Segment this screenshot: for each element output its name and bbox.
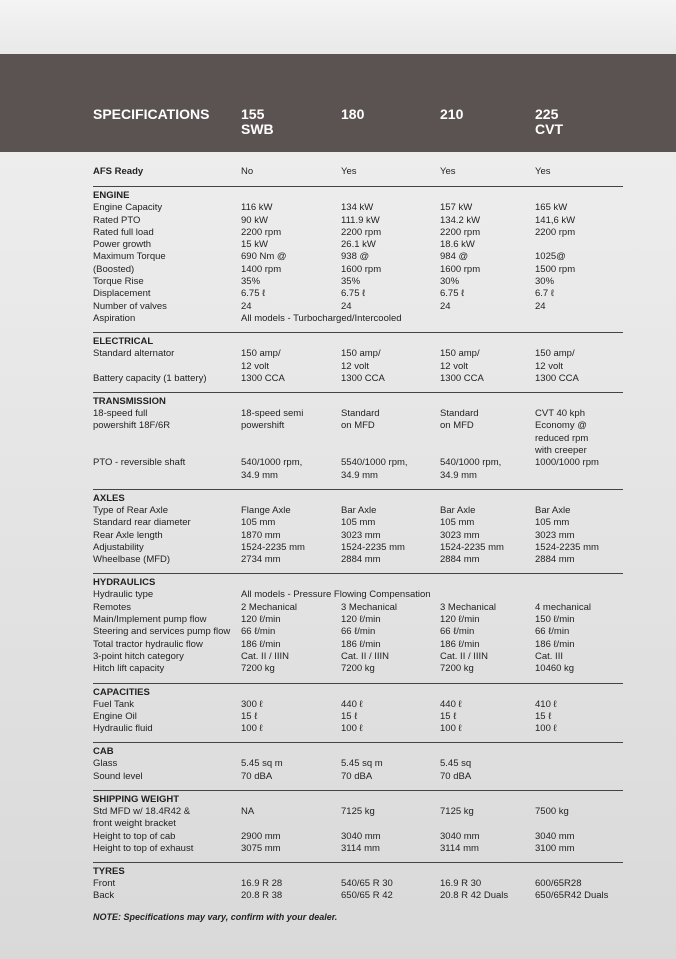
spec-header [0, 54, 676, 152]
row-label: Type of Rear Axle [93, 504, 168, 516]
row-value: 15 ℓ [535, 710, 552, 722]
row-value: 30% [535, 276, 555, 288]
row-value: 7125 kg [341, 805, 375, 817]
row-value: 70 dBA [241, 770, 273, 782]
table-row [93, 639, 623, 651]
row-value: 70 dBA [341, 770, 373, 782]
row-value: 540/1000 rpm, 34.9 mm [440, 457, 502, 481]
row-value: 7200 kg [241, 663, 275, 675]
row-value: 24 [535, 300, 546, 312]
row-value: 150 amp/ 12 volt [341, 348, 381, 372]
section-shipping-weight [93, 790, 623, 862]
row-label: Hydraulic fluid [93, 723, 153, 735]
row-value: 120 ℓ/min [341, 614, 381, 626]
row-value: 7125 kg [440, 805, 474, 817]
row-value: 134.2 kW [440, 214, 481, 226]
row-value: 2200 rpm [440, 226, 481, 238]
section-tyres [93, 862, 623, 910]
row-label: Rated PTO [93, 214, 141, 226]
row-value: 1870 mm [241, 529, 281, 541]
table-row [93, 530, 623, 542]
row-value: 650/65 R 42 [341, 890, 393, 902]
row-value: 1600 rpm [341, 263, 382, 275]
row-value: 1500 rpm [535, 263, 576, 275]
row-label: Glass [93, 758, 118, 770]
row-value: 690 Nm @ [241, 251, 287, 263]
row-value: 66 ℓ/min [341, 626, 376, 638]
table-row [93, 663, 623, 675]
row-value: 3075 mm [241, 842, 281, 854]
row-value: 1300 CCA [440, 372, 484, 384]
row-label: Std MFD w/ 18.4R42 & front weight bracket [93, 805, 191, 830]
row-value: 141,6 kW [535, 214, 576, 226]
section-title: SHIPPING WEIGHT [93, 793, 180, 805]
row-value: 1025@ [535, 251, 566, 263]
row-value: 540/65 R 30 [341, 878, 393, 890]
table-row [93, 723, 623, 735]
row-label: Maximum Torque [93, 251, 166, 263]
footnote: NOTE: Specifications may vary, confirm with your dealer. [93, 912, 338, 922]
row-value: 1300 CCA [241, 372, 285, 384]
row-value: 20.8 R 42 Duals [440, 890, 509, 902]
row-value: 116 kW [241, 202, 273, 214]
row-label: Standard alternator [93, 348, 175, 360]
model-225-cvt: 225 CVT [535, 106, 563, 137]
row-value: 150 amp/ 12 volt [535, 348, 575, 372]
row-value: 15 ℓ [341, 710, 358, 722]
row-label: Fuel Tank [93, 698, 135, 710]
table-row [93, 589, 623, 601]
row-value: Cat. II / IIIN [440, 650, 489, 662]
section-title: TYRES [93, 866, 125, 878]
row-value: 2734 mm [241, 554, 281, 566]
row-value: 20.8 R 38 [241, 890, 283, 902]
row-value: 440 ℓ [440, 698, 462, 710]
row-value: 6.75 ℓ [440, 288, 465, 300]
section-title: CAPACITIES [93, 686, 150, 698]
top-band [0, 0, 676, 54]
row-value: 600/65R28 [535, 878, 582, 890]
section-transmission [93, 392, 623, 489]
table-row [93, 408, 623, 457]
table-row [93, 457, 623, 482]
table-row [93, 202, 623, 214]
row-value: 2200 rpm [241, 226, 282, 238]
row-value: Standard on MFD [341, 408, 380, 432]
table-row [93, 614, 623, 626]
section-engine [93, 186, 623, 332]
table-row [93, 348, 623, 373]
row-label: 18-speed full powershift 18F/6R [93, 408, 171, 432]
row-value: 165 kW [535, 202, 568, 214]
row-value: Flange Axle [241, 504, 291, 516]
table-row [93, 505, 623, 517]
row-value: 7500 kg [535, 805, 569, 817]
row-value: 6.75 ℓ [341, 288, 366, 300]
table-row [93, 554, 623, 566]
row-value: 540/1000 rpm, 34.9 mm [241, 457, 303, 481]
section-capacities [93, 683, 623, 743]
row-label: Front [93, 878, 116, 890]
row-value: 2 Mechanical [241, 601, 297, 613]
model-180: 180 [341, 106, 365, 122]
row-label: Battery capacity (1 battery) [93, 372, 207, 384]
model-210: 210 [440, 106, 464, 122]
row-value: 3023 mm [341, 529, 381, 541]
row-label: Engine Oil [93, 710, 137, 722]
row-value [535, 758, 623, 770]
row-value: 120 ℓ/min [440, 614, 480, 626]
row-value: 186 ℓ/min [341, 638, 381, 650]
row-label: PTO - reversible shaft [93, 457, 186, 469]
table-row [93, 264, 623, 276]
row-value: 984 @ [440, 251, 469, 263]
row-value: 16.9 R 28 [241, 878, 283, 890]
row-value: 5.45 sq m [341, 758, 383, 770]
row-value: 100 ℓ [535, 723, 557, 735]
row-value: 1524-2235 mm [535, 541, 599, 553]
row-label: Back [93, 890, 115, 902]
row-value: 2900 mm [241, 830, 281, 842]
row-label: Rated full load [93, 226, 154, 238]
row-value: Yes [440, 166, 456, 177]
table-row [93, 831, 623, 843]
row-value: 26.1 kW [341, 239, 376, 251]
row-value: 3023 mm [535, 529, 575, 541]
afs-section [93, 160, 623, 186]
row-value: Standard on MFD [440, 408, 479, 432]
row-label: Aspiration [93, 312, 136, 324]
table-row [93, 542, 623, 554]
row-label: Rear Axle length [93, 529, 163, 541]
row-value: 150 amp/ 12 volt [440, 348, 480, 372]
row-value: 186 ℓ/min [535, 638, 575, 650]
row-value: Cat. II / IIIN [341, 650, 390, 662]
row-label: 3-point hitch category [93, 650, 184, 662]
table-row [93, 651, 623, 663]
row-value: 5540/1000 rpm, 34.9 mm [341, 457, 408, 481]
table-row [93, 215, 623, 227]
row-value: 938 @ [341, 251, 370, 263]
row-value: 100 ℓ [341, 723, 363, 735]
row-value: 3023 mm [440, 529, 480, 541]
row-value: 10460 kg [535, 663, 575, 675]
section-title: CAB [93, 746, 114, 758]
row-value: 1524-2235 mm [241, 541, 305, 553]
row-value: CVT 40 kph Economy @ reduced rpm with creeper [535, 408, 589, 457]
table-row [93, 301, 623, 313]
row-value: 66 ℓ/min [241, 626, 276, 638]
row-value: 15 ℓ [440, 710, 457, 722]
row-label: Hydraulic type [93, 589, 154, 601]
row-value: 1600 rpm [440, 263, 481, 275]
row-value: No [241, 166, 254, 177]
row-value [535, 771, 623, 783]
row-value: 440 ℓ [341, 698, 363, 710]
row-value: 150 ℓ/min [535, 614, 575, 626]
row-value: 5.45 sq m [241, 758, 283, 770]
row-value: 300 ℓ [241, 698, 263, 710]
row-label: Remotes [93, 601, 132, 613]
row-value: 3 Mechanical [341, 601, 397, 613]
table-row [93, 806, 623, 831]
table-row [93, 626, 623, 638]
row-label: Sound level [93, 770, 143, 782]
row-value: 3100 mm [535, 842, 575, 854]
row-label: AFS Ready [93, 166, 144, 177]
row-value: 2200 rpm [535, 226, 576, 238]
table-row [93, 699, 623, 711]
section-title: HYDRAULICS [93, 577, 156, 589]
row-value: 134 kW [341, 202, 374, 214]
table-row [93, 373, 623, 385]
row-label: Main/Implement pump flow [93, 614, 207, 626]
table-row [93, 288, 623, 300]
row-value: 35% [241, 276, 261, 288]
table-row [93, 227, 623, 239]
row-label: Torque Rise [93, 276, 144, 288]
row-label: Displacement [93, 288, 151, 300]
section-electrical [93, 332, 623, 392]
row-value: 1300 CCA [535, 372, 579, 384]
row-value: Yes [535, 166, 551, 177]
section-cab [93, 742, 623, 790]
section-title: ELECTRICAL [93, 336, 154, 348]
row-value: 2884 mm [440, 554, 480, 566]
table-row [93, 843, 623, 855]
row-value: 1300 CCA [341, 372, 385, 384]
row-value: 70 dBA [440, 770, 472, 782]
row-label: Height to top of exhaust [93, 842, 194, 854]
row-value: 30% [440, 276, 460, 288]
row-value: 18.6 kW [440, 239, 475, 251]
row-value: Cat. III [535, 650, 563, 662]
table-row [93, 517, 623, 529]
row-label: Hitch lift capacity [93, 663, 165, 675]
row-value: Bar Axle [341, 504, 377, 516]
row-value: 66 ℓ/min [535, 626, 570, 638]
row-value: 24 [241, 300, 252, 312]
row-value: 186 ℓ/min [440, 638, 480, 650]
row-value: 7200 kg [440, 663, 474, 675]
row-value: 105 mm [535, 517, 570, 529]
row-value: 186 ℓ/min [241, 638, 281, 650]
row-value: 410 ℓ [535, 698, 557, 710]
table-row [93, 602, 623, 614]
row-value: 24 [440, 300, 451, 312]
table-row [93, 890, 623, 902]
row-value: Bar Axle [535, 504, 571, 516]
row-value: 5.45 sq [440, 758, 472, 770]
table-row [93, 251, 623, 263]
row-value: 111.9 kW [341, 214, 380, 226]
row-value: 2884 mm [535, 554, 575, 566]
row-value: 2884 mm [341, 554, 381, 566]
row-value: 66 ℓ/min [440, 626, 475, 638]
row-value: NA [241, 805, 255, 817]
row-label: Steering and services pump flow [93, 626, 231, 638]
row-value: 105 mm [241, 517, 276, 529]
row-label: Total tractor hydraulic flow [93, 638, 203, 650]
row-label: Engine Capacity [93, 202, 163, 214]
section-axles [93, 489, 623, 573]
row-value: 105 mm [440, 517, 475, 529]
row-label: Number of valves [93, 300, 167, 312]
row-value: Yes [341, 166, 357, 177]
row-value: 24 [341, 300, 352, 312]
row-value: 105 mm [341, 517, 376, 529]
row-value: 6.75 ℓ [241, 288, 266, 300]
table-row [93, 771, 623, 783]
row-value: Cat. II / IIIN [241, 650, 290, 662]
row-value: 650/65R42 Duals [535, 890, 609, 902]
section-title: AXLES [93, 492, 125, 504]
row-value: 15 ℓ [241, 710, 258, 722]
row-value: 100 ℓ [440, 723, 462, 735]
row-value: 3040 mm [440, 830, 480, 842]
row-value: 3 Mechanical [440, 601, 496, 613]
row-value: 7200 kg [341, 663, 375, 675]
model-155-swb: 155 SWB [241, 106, 274, 137]
table-row [93, 313, 623, 325]
table-row [93, 758, 623, 770]
row-value: 120 ℓ/min [241, 614, 281, 626]
row-value [535, 239, 623, 251]
row-value: 1524-2235 mm [341, 541, 405, 553]
row-value: 35% [341, 276, 361, 288]
row-value: 3114 mm [341, 842, 380, 854]
row-value: 4 mechanical [535, 601, 591, 613]
row-value: 3114 mm [440, 842, 479, 854]
row-span-value: All models - Turbocharged/Intercooled [241, 312, 402, 324]
row-value: 1000/1000 rpm [535, 457, 599, 469]
table-row [93, 711, 623, 723]
section-title: ENGINE [93, 190, 130, 202]
row-value: 157 kW [440, 202, 473, 214]
table-row [93, 878, 623, 890]
spec-table [0, 160, 676, 910]
row-value: 3040 mm [341, 830, 381, 842]
row-value: 2200 rpm [341, 226, 382, 238]
section-title: TRANSMISSION [93, 396, 166, 408]
row-value: 100 ℓ [241, 723, 263, 735]
row-value: 3040 mm [535, 830, 575, 842]
table-row [93, 276, 623, 288]
row-value: 90 kW [241, 214, 268, 226]
section-hydraulics [93, 573, 623, 682]
table-row [93, 166, 623, 178]
row-label: Wheelbase (MFD) [93, 554, 171, 566]
row-value: 1400 rpm [241, 263, 282, 275]
row-value: Bar Axle [440, 504, 476, 516]
row-value: 6.7 ℓ [535, 288, 554, 300]
table-row [93, 239, 623, 251]
row-span-value: All models - Pressure Flowing Compensation [241, 589, 431, 601]
page-title: SPECIFICATIONS [93, 106, 210, 122]
row-label: Power growth [93, 239, 152, 251]
row-label: Height to top of cab [93, 830, 176, 842]
row-value: 16.9 R 30 [440, 878, 482, 890]
row-value: 150 amp/ 12 volt [241, 348, 281, 372]
row-value: 18-speed semi powershift [241, 408, 304, 432]
row-label: Adjustability [93, 541, 144, 553]
row-label: (Boosted) [93, 263, 135, 275]
row-value: 15 kW [241, 239, 268, 251]
row-label: Standard rear diameter [93, 517, 191, 529]
row-value: 1524-2235 mm [440, 541, 504, 553]
